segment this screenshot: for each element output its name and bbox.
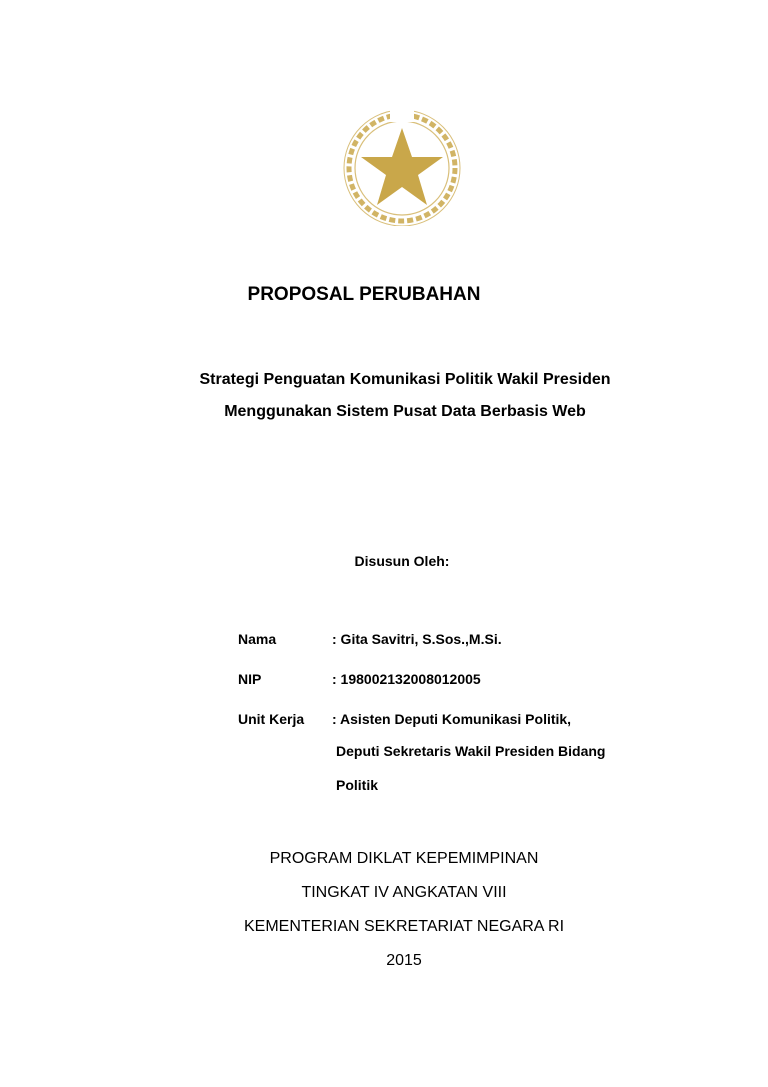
name-label: Nama bbox=[238, 631, 277, 647]
document-title: PROPOSAL PERUBAHAN bbox=[247, 284, 481, 305]
footer-year: 2015 bbox=[386, 952, 422, 969]
star-emblem-icon bbox=[340, 110, 464, 226]
subtitle-line-1: Strategi Penguatan Komunikasi Politik Wakil Presiden bbox=[199, 371, 611, 388]
name-value: : Gita Savitri, S.Sos.,M.Si. bbox=[332, 631, 502, 647]
footer-ministry: KEMENTERIAN SEKRETARIAT NEGARA RI bbox=[243, 918, 565, 935]
unit-value-line-3: Politik bbox=[336, 777, 379, 793]
unit-label: Unit Kerja bbox=[238, 711, 305, 727]
subtitle-line-2: Menggunakan Sistem Pusat Data Berbasis Web bbox=[224, 403, 586, 420]
unit-value-line-2: Deputi Sekretaris Wakil Presiden Bidang bbox=[336, 743, 606, 759]
unit-value-line-1: : Asisten Deputi Komunikasi Politik, bbox=[332, 711, 572, 727]
footer-program: PROGRAM DIKLAT KEPEMIMPINAN bbox=[269, 850, 539, 867]
nip-value: : 198002132008012005 bbox=[332, 671, 481, 687]
nip-label: NIP bbox=[238, 671, 262, 687]
author-heading: Disusun Oleh: bbox=[354, 553, 450, 569]
footer-level: TINGKAT IV ANGKATAN VIII bbox=[301, 884, 507, 901]
